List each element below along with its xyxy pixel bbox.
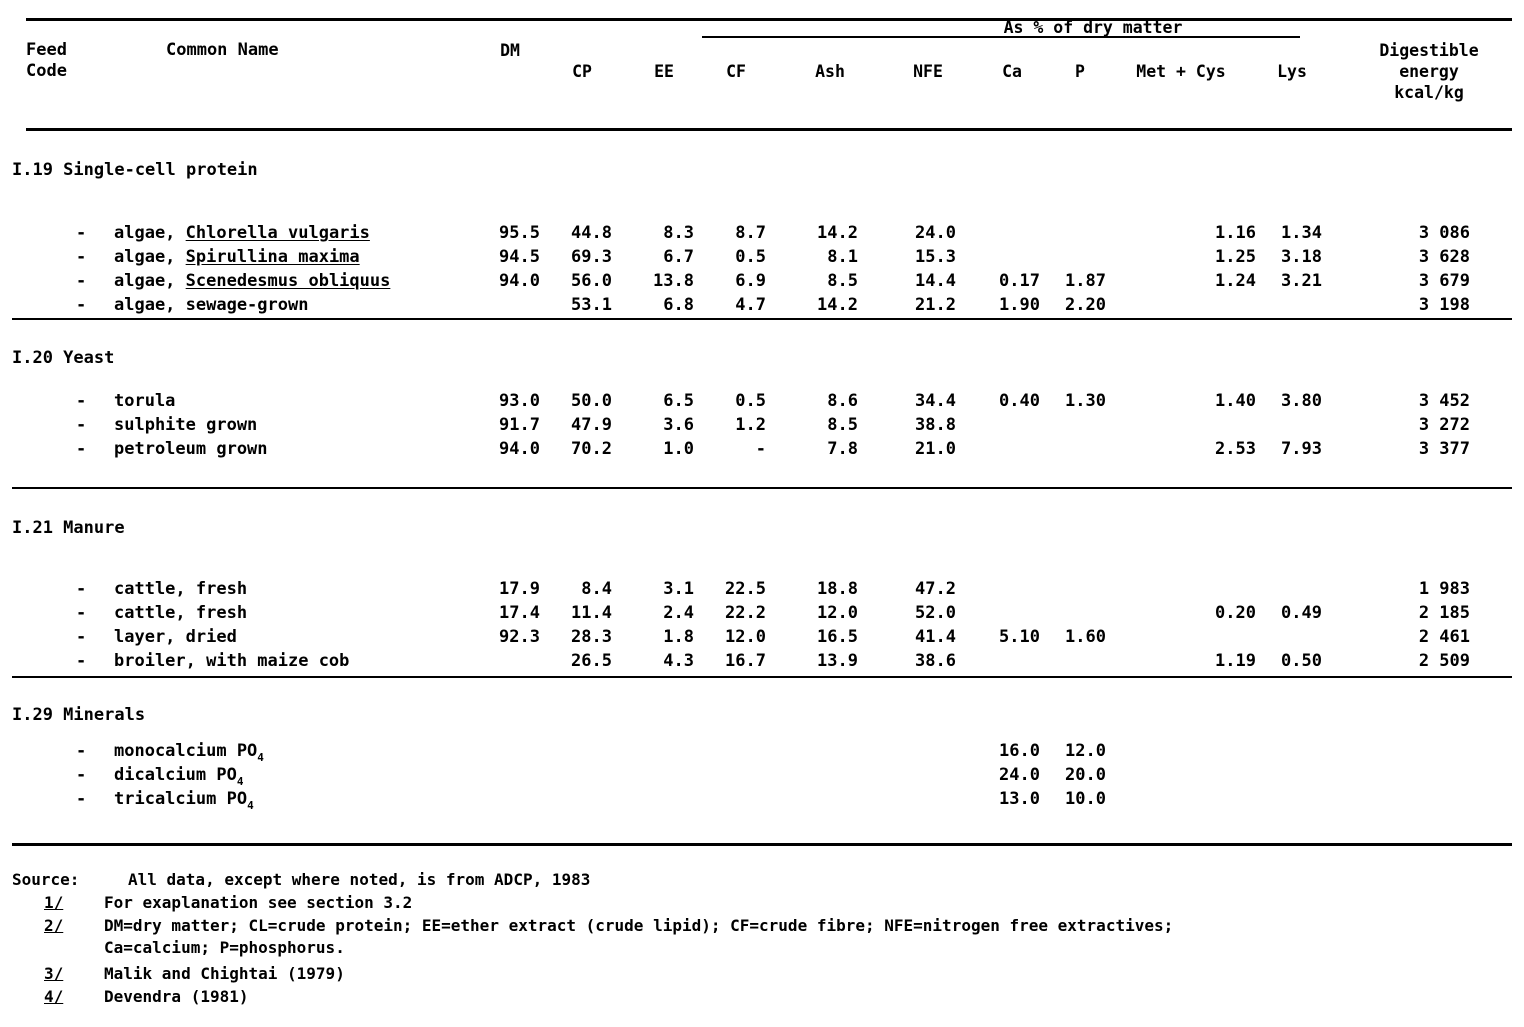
row-common-name [114, 578, 247, 601]
common-name-text: algae, sewage-grown [114, 295, 309, 315]
cell-ca: 0.17 [999, 271, 1040, 291]
cell-cp: 26.5 [571, 651, 612, 671]
row-bullet: - [76, 295, 87, 315]
cell-ash: 8.6 [827, 391, 858, 411]
row-bullet: - [76, 603, 87, 623]
cell-met-cys: 1.19 [1215, 651, 1256, 671]
row-bullet: - [76, 579, 87, 599]
cell-ee: 3.1 [663, 579, 694, 599]
row-common-name [114, 294, 308, 317]
cell-ee: 2.4 [663, 603, 694, 623]
cell-dm: 17.9 [499, 579, 540, 599]
header-digestible-energy-line2: energy [1399, 62, 1459, 81]
row-bullet: - [76, 223, 87, 243]
cell-nfe: 21.0 [915, 439, 956, 459]
cell-nfe: 34.4 [915, 391, 956, 411]
footnote-text-2-line1: DM=dry matter; CL=crude protein; EE=ether extract (crude lipid); CF=crude fibre; NFE=nitrogen free extractives; [104, 916, 1174, 935]
common-name-text: monocalcium PO [114, 741, 258, 761]
cell-dm: 91.7 [499, 415, 540, 435]
section-heading-i21: I.21 Manure [12, 518, 125, 538]
section-heading-i29: I.29 Minerals [12, 705, 146, 725]
cell-de: 2 185 [1418, 603, 1470, 623]
common-name-text: torula [114, 391, 176, 411]
common-name-text: cattle, fresh [114, 603, 248, 623]
cell-cf: 6.9 [735, 271, 766, 291]
header-common-name: Common Name [166, 40, 279, 60]
species-name: Spirullina maxima [185, 247, 360, 267]
cell-ee: 6.8 [663, 295, 694, 315]
cell-nfe: 41.4 [915, 627, 956, 647]
header-feed-code-line1: Feed [26, 40, 67, 60]
cell-lys: 0.50 [1281, 651, 1322, 671]
common-name-text: algae, [114, 223, 186, 243]
cell-nfe: 47.2 [915, 579, 956, 599]
row-bullet: - [76, 391, 87, 411]
cell-de: 3 377 [1418, 439, 1470, 459]
cell-dm: 17.4 [499, 603, 540, 623]
row-bullet: - [76, 789, 87, 809]
cell-lys: 3.80 [1281, 391, 1322, 411]
header-cf: CF [726, 62, 746, 81]
cell-lys: 3.18 [1281, 247, 1322, 267]
cell-de: 3 679 [1418, 271, 1470, 291]
header-digestible-energy-line1: Digestible [1379, 41, 1479, 60]
cell-cf: 4.7 [735, 295, 766, 315]
cell-ca: 1.90 [999, 295, 1040, 315]
cell-ee: 3.6 [663, 415, 694, 435]
cell-cp: 11.4 [571, 603, 612, 623]
cell-ash: 8.5 [827, 271, 858, 291]
cell-nfe: 38.8 [915, 415, 956, 435]
section-divider-i21 [12, 487, 1512, 489]
cell-ash: 14.2 [817, 223, 858, 243]
row-bullet: - [76, 439, 87, 459]
row-bullet: - [76, 627, 87, 647]
header-feed-code-line2: Code [26, 61, 67, 81]
header-dm: DM [500, 41, 520, 60]
cell-met-cys: 1.16 [1215, 223, 1256, 243]
chemical-subscript: 4 [257, 750, 264, 764]
cell-ee: 6.5 [663, 391, 694, 411]
header-nfe: NFE [913, 62, 943, 81]
cell-de: 3 272 [1418, 415, 1470, 435]
header-p: P [1075, 62, 1085, 81]
header-ca: Ca [1002, 62, 1022, 81]
cell-dm: 94.0 [499, 271, 540, 291]
cell-ca: 16.0 [999, 741, 1040, 761]
row-common-name [114, 626, 237, 649]
spanning-header-as-percent-dry-matter: As % of dry matter [1003, 18, 1183, 37]
cell-de: 2 509 [1418, 651, 1470, 671]
cell-ca: 5.10 [999, 627, 1040, 647]
cell-cp: 8.4 [581, 579, 612, 599]
cell-de: 2 461 [1418, 627, 1470, 647]
footnote-text-1: For exaplanation see section 3.2 [104, 893, 413, 912]
header-lys: Lys [1277, 62, 1307, 81]
footnote-text-4: Devendra (1981) [104, 987, 249, 1006]
cell-ee: 6.7 [663, 247, 694, 267]
header-ash: Ash [815, 62, 845, 81]
cell-cp: 70.2 [571, 439, 612, 459]
cell-cp: 28.3 [571, 627, 612, 647]
cell-ash: 8.1 [827, 247, 858, 267]
cell-nfe: 14.4 [915, 271, 956, 291]
section-divider-i20 [12, 318, 1512, 320]
cell-cf: 0.5 [735, 391, 766, 411]
common-name-text: algae, [114, 271, 186, 291]
footnote-text-2-line2: Ca=calcium; P=phosphorus. [104, 938, 345, 957]
cell-ash: 18.8 [817, 579, 858, 599]
cell-de: 3 628 [1418, 247, 1470, 267]
cell-p: 1.60 [1065, 627, 1106, 647]
cell-cf: 12.0 [725, 627, 766, 647]
cell-cf: 8.7 [735, 223, 766, 243]
footnote-marker-2: 2/ [44, 916, 64, 935]
cell-p: 10.0 [1065, 789, 1106, 809]
cell-dm: 94.0 [499, 439, 540, 459]
row-common-name [114, 390, 175, 413]
cell-cp: 47.9 [571, 415, 612, 435]
row-bullet: - [76, 415, 87, 435]
source-text: All data, except where noted, is from ADCP, 1983 [128, 870, 591, 889]
cell-dm: 92.3 [499, 627, 540, 647]
cell-lys: 7.93 [1281, 439, 1322, 459]
species-name: Scenedesmus obliquus [185, 271, 391, 291]
table-top-rule [26, 18, 1512, 21]
cell-cf: 22.5 [725, 579, 766, 599]
cell-lys: 3.21 [1281, 271, 1322, 291]
cell-de: 3 198 [1418, 295, 1470, 315]
cell-ash: 13.9 [817, 651, 858, 671]
row-common-name [114, 414, 257, 437]
row-common-name [114, 602, 247, 625]
cell-cp: 69.3 [571, 247, 612, 267]
common-name-text: sulphite grown [114, 415, 258, 435]
common-name-text: broiler, with maize cob [114, 651, 350, 671]
common-name-text: cattle, fresh [114, 579, 248, 599]
footnote-text-3: Malik and Chightai (1979) [104, 964, 345, 983]
row-common-name [114, 650, 349, 673]
cell-nfe: 15.3 [915, 247, 956, 267]
cell-ca: 13.0 [999, 789, 1040, 809]
cell-ee: 4.3 [663, 651, 694, 671]
row-common-name [114, 246, 360, 269]
cell-cf: 1.2 [735, 415, 766, 435]
cell-nfe: 52.0 [915, 603, 956, 623]
cell-met-cys: 0.20 [1215, 603, 1256, 623]
cell-cf: 16.7 [725, 651, 766, 671]
cell-p: 1.87 [1065, 271, 1106, 291]
common-name-text: dicalcium PO [114, 765, 237, 785]
cell-lys: 0.49 [1281, 603, 1322, 623]
header-ee: EE [654, 62, 674, 81]
footnote-marker-3: 3/ [44, 964, 64, 983]
cell-dm: 94.5 [499, 247, 540, 267]
cell-met-cys: 1.25 [1215, 247, 1256, 267]
cell-lys: 1.34 [1281, 223, 1322, 243]
cell-ee: 8.3 [663, 223, 694, 243]
common-name-text: tricalcium PO [114, 789, 248, 809]
cell-ash: 16.5 [817, 627, 858, 647]
cell-ash: 14.2 [817, 295, 858, 315]
footnote-marker-1: 1/ [44, 893, 64, 912]
cell-dm: 95.5 [499, 223, 540, 243]
chemical-subscript: 4 [236, 774, 244, 788]
section-heading-i20: I.20 Yeast [12, 348, 115, 368]
cell-p: 12.0 [1065, 741, 1106, 761]
cell-p: 2.20 [1065, 295, 1106, 315]
table-bottom-rule [12, 843, 1512, 846]
cell-ash: 8.5 [827, 415, 858, 435]
cell-de: 1 983 [1418, 579, 1470, 599]
row-common-name [114, 222, 370, 245]
common-name-text: petroleum grown [114, 439, 268, 459]
cell-de: 3 086 [1418, 223, 1470, 243]
cell-ee: 13.8 [653, 271, 694, 291]
cell-cp: 44.8 [571, 223, 612, 243]
section-heading-i19: I.19 Single-cell protein [12, 160, 258, 180]
cell-ee: 1.0 [663, 439, 694, 459]
cell-ca: 24.0 [999, 765, 1040, 785]
section-divider-i29 [12, 676, 1512, 678]
row-bullet: - [76, 765, 87, 785]
cell-cf: 22.2 [725, 603, 766, 623]
header-bottom-rule [26, 128, 1512, 131]
row-bullet: - [76, 247, 87, 267]
header-digestible-energy-line3: kcal/kg [1394, 83, 1464, 102]
cell-cp: 53.1 [571, 295, 612, 315]
cell-ash: 7.8 [827, 439, 858, 459]
header-cp: CP [572, 62, 592, 81]
cell-cf: - [755, 439, 766, 459]
cell-cp: 50.0 [571, 391, 612, 411]
common-name-text: algae, [114, 247, 186, 267]
chemical-subscript: 4 [247, 798, 254, 812]
footnote-marker-4: 4/ [44, 987, 64, 1006]
common-name-text: layer, dried [114, 627, 237, 647]
species-name: Chlorella vulgaris [185, 223, 370, 243]
cell-p: 20.0 [1065, 765, 1106, 785]
cell-met-cys: 1.40 [1215, 391, 1256, 411]
row-common-name [114, 788, 254, 817]
cell-met-cys: 1.24 [1215, 271, 1256, 291]
row-bullet: - [76, 271, 87, 291]
row-bullet: - [76, 651, 87, 671]
cell-p: 1.30 [1065, 391, 1106, 411]
row-common-name [114, 438, 268, 461]
cell-cp: 56.0 [571, 271, 612, 291]
cell-dm: 93.0 [499, 391, 540, 411]
cell-de: 3 452 [1418, 391, 1470, 411]
cell-cf: 0.5 [735, 247, 766, 267]
cell-ash: 12.0 [817, 603, 858, 623]
cell-ca: 0.40 [999, 391, 1040, 411]
source-label: Source: [12, 870, 80, 889]
cell-nfe: 24.0 [915, 223, 956, 243]
cell-nfe: 21.2 [915, 295, 956, 315]
cell-met-cys: 2.53 [1215, 439, 1256, 459]
cell-nfe: 38.6 [915, 651, 956, 671]
row-bullet: - [76, 741, 87, 761]
header-met-cys: Met + Cys [1136, 62, 1226, 81]
cell-ee: 1.8 [663, 627, 694, 647]
